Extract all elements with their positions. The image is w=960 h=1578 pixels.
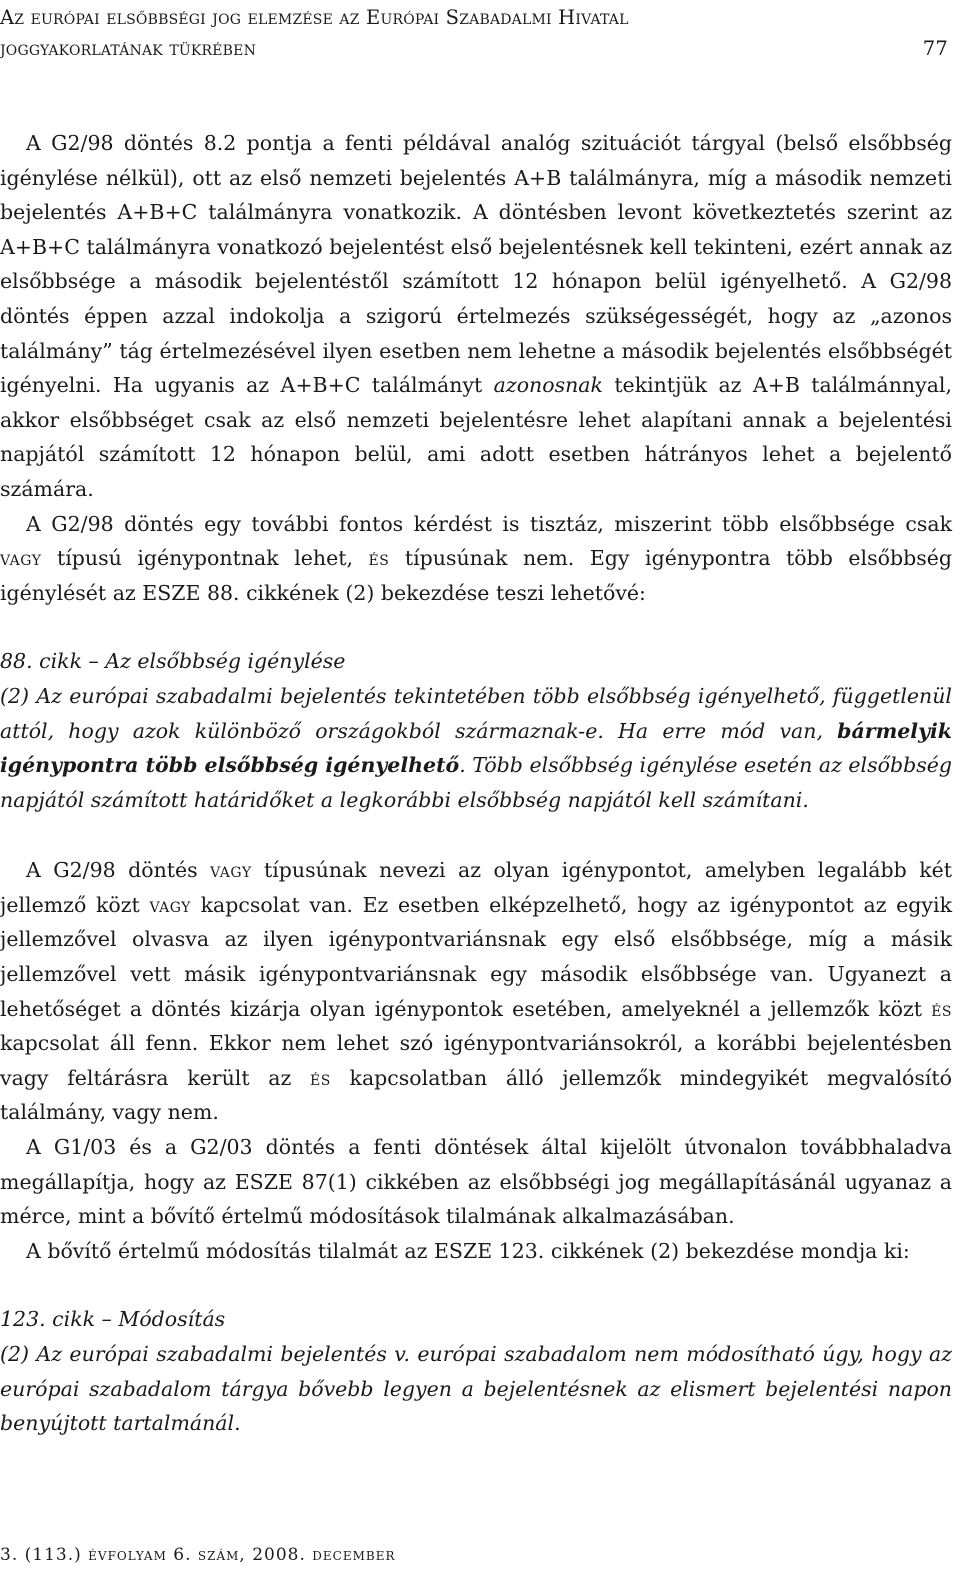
header-title-line1: Az európai elsőbbségi jog elemzése az Európai Szabadalmi Hivatal [0,6,629,29]
quote-text: (2) Az európai szabadalmi bejelentés v. európai szabadalom nem módosítható úgy, hogy az európai szabadalom tárgya bővebb legyen a bejelentésnek az elismert bejelentési napon benyújtott tartalmánál. [0,1342,952,1436]
emphasis-azonosnak: azonosnak [493,373,603,398]
paragraph-article-123-intro: A bővítő értelmű módosítás tilalmát az ESZE 123. cikkének (2) bekezdése mondja ki: [26,1238,910,1263]
page-number: 77 [922,37,948,60]
quote-title: 123. cikk – Módosítás [0,1307,226,1332]
paragraph-vagy-claims: A G2/98 döntés vagy típusúnak nevezi az olyan igénypontot, amelyben legalább két jellemző közt vagy kapcsolat van. Ez esetben elképzelhető, hogy az igénypontot az egyik jellemzővel olvasva az ilyen igénypontvariánsnak egy első elsőbbsége, míg a másik jellemzővel vett másik igénypontvariánsnak egy második elsőbbsége van. Ugyanezt a lehetőséget a döntés kizárja olyan igénypontok esetében, amelyeknél a jellemzők közt és kapcsolat áll fenn. Ekkor nem lehet szó igénypontvariánsokról, a korábbi bejelentésben vagy feltárásra került az és kapcsolatban álló jellemzők mindegyikét megvalósító találmány, vagy nem. [0,858,953,1125]
quote-title: 88. cikk – Az elsőbbség igénylése [0,649,346,674]
running-header [0,2,948,64]
article-body [0,126,952,1441]
quote-text: (2) Az európai szabadalmi bejelentés tekintetében több elsőbbség igényelhető, függetlenül attól, hogy azok különböző országokból származnak-e. Ha erre mód van, bármelyik igénypontra több elsőbbség igényelhető. Több elsőbbség igénylése esetén az elsőbbség napjától számított határidőket a legkorábbi elsőbbség napjától kell számítani. [0,683,952,812]
paragraph-g298-example: A G2/98 döntés 8.2 pontja a fenti példával analóg szituációt tárgyal (belső elsőbbség igénylése nélkül), ott az első nemzeti bejelentés A+B találmányra, míg a második nemzeti bejelentés A+B+C találmányra vonatkozik. A döntésben levont következtetés szerint az A+B+C találmányra vonatkozó bejelentést első bejelentésnek kell tekinteni, ezért annak az elsőbbsége a második bejelentéstől számított 12 hónapon belül igényelhető. A G2/98 döntés éppen azzal indokolja a szigorú értelmezés szükségességét, hogy az „azonos találmány” tág értelmezésével ilyen esetben nem lehetne a második bejelentés elsőbbségét igényelni. Ha ugyanis az A+B+C találmányt azonosnak tekintjük az A+B találmánnyal, akkor elsőbbséget csak az első nemzeti bejelentésre lehet alapítani annak a bejelentési napjától számított 12 hónapon belül, ami adott esetben hátrányos lehet a bejelentő számára. [0,131,952,501]
quote-bold-emphasis: bármelyik igénypontra több elsőbbség igényelhető [0,718,952,778]
header-title-line2: joggyakorlatának tükrében [0,37,257,60]
quote-article-88 [0,644,952,817]
quote-article-123 [0,1302,952,1440]
paragraph-g103-g203: A G1/03 és a G2/03 döntés a fenti döntések által kijelölt útvonalon továbbhaladva megállapítja, hogy az ESZE 87(1) cikkében az elsőbbségi jog megállapításánál ugyanaz a mérce, mint a bővítő értelmű módosítások tilalmának alkalmazásában. [0,1135,952,1229]
running-footer: 3. (113.) évfolyam 6. szám, 2008. december [0,1545,396,1565]
paragraph-g298-multiple-priority: A G2/98 döntés egy további fontos kérdést is tisztáz, miszerint több elsőbbsége csak vagy típusú igénypontnak lehet, és típusúnak nem. Egy igénypontra több elsőbbség igénylését az ESZE 88. cikkének (2) bekezdése teszi lehetővé: [0,511,952,605]
